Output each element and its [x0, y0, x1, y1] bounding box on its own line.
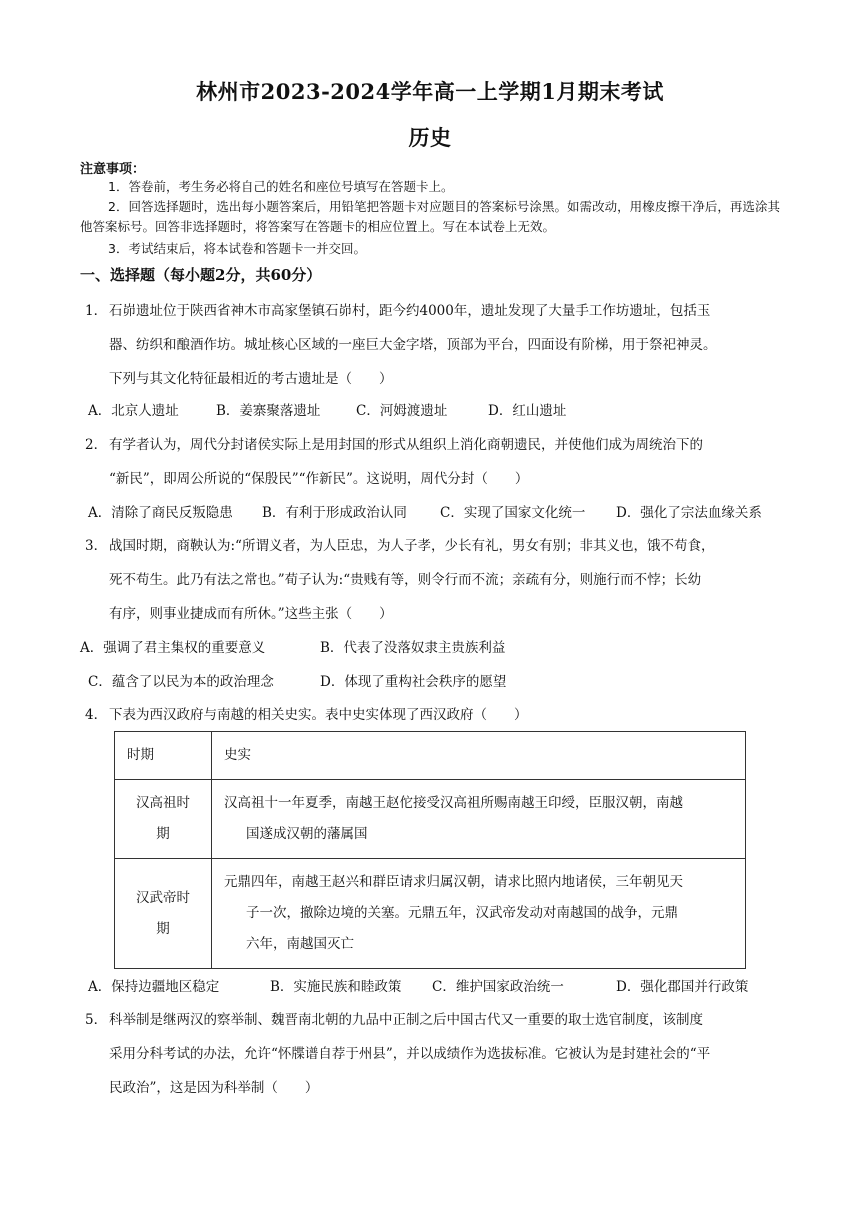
- question-number: 1．: [85, 303, 108, 319]
- question-text: 石峁遗址位于陕西省神木市高家堡镇石峁村，距今约4000年，遗址发现了大量手工作坊遗址，包括玉: [109, 303, 711, 319]
- table-row: [115, 780, 746, 859]
- table-cell-fact: 汉高祖十一年夏季，南越王赵佗接受汉高祖所赐南越王印绶，臣服汉朝，南越 国遂成汉朝的藩属国: [212, 780, 746, 859]
- table-header-row: [115, 732, 746, 780]
- exam-subject: 历史: [408, 125, 452, 150]
- question-number: 5．: [85, 1012, 108, 1028]
- table-header: 史实: [212, 732, 746, 780]
- question-text: “新民”，即周公所说的“保殷民”“作新民”。这说明，周代分封（ ）: [109, 471, 529, 487]
- option-a: A．北京人遗址: [88, 403, 179, 419]
- notice-item: 2．回答选择题时，选出每小题答案后，用铅笔把答题卡对应题目的答案标号涂黑。如需改动，用橡皮擦干净后，再选涂其他答案标号。回答非选择题时，将答案写在答题卡的相应位置上。写在本试卷上无效。: [80, 199, 780, 234]
- table-cell-period: 汉高祖时 期: [115, 780, 212, 859]
- question-text: 有序，则事业捷成而有所休。”这些主张（ ）: [109, 606, 393, 622]
- notice-item: 1．答卷前，考生务必将自己的姓名和座位号填写在答题卡上。: [108, 179, 454, 194]
- option-b: B．有利于形成政治认同: [262, 505, 407, 521]
- exam-title: 林州市2023-2024学年高一上学期1月期末考试: [196, 79, 664, 104]
- history-table: [114, 731, 746, 969]
- option-a: A．强调了君主集权的重要意义: [80, 640, 266, 656]
- notice-item: 3．考试结束后，将本试卷和答题卡一并交回。: [108, 241, 366, 256]
- option-c: C．蕴含了以民为本的政治理念: [88, 674, 274, 690]
- option-c: C．维护国家政治统一: [432, 979, 564, 995]
- question-number: 4．: [85, 707, 108, 723]
- question-text: 科举制是继两汉的察举制、魏晋南北朝的九品中正制之后中国古代又一重要的取士选官制度，该制度: [109, 1012, 703, 1028]
- option-d: D．强化郡国并行政策: [616, 979, 749, 995]
- option-d: D．强化了宗法血缘关系: [616, 505, 762, 521]
- section-title: 一、选择题（每小题2分，共60分）: [80, 266, 322, 284]
- question-4: [85, 698, 780, 732]
- question-3: [85, 529, 780, 631]
- question-text: 器、纺织和酿酒作坊。城址核心区域的一座巨大金字塔，顶部为平台，四面设有阶梯，用于祭祀神灵。: [109, 337, 717, 353]
- table-row: [115, 859, 746, 969]
- option-a: A．保持边疆地区稳定: [88, 979, 220, 995]
- question-text: 战国时期，商鞅认为:“所谓义者，为人臣忠，为人子孝，少长有礼，男女有别；非其义也，饿不苟食，: [109, 538, 715, 554]
- question-5: [85, 1003, 780, 1105]
- option-a: A．清除了商民反叛隐患: [88, 505, 233, 521]
- question-1: [85, 294, 780, 396]
- notice-heading: 注意事项：: [80, 162, 146, 177]
- option-c: C．实现了国家文化统一: [440, 505, 586, 521]
- question-text: 死不苟生。此乃有法之常也。”荀子认为:“贵贱有等，则令行而不流；亲疏有分，则施行而不悖；长幼: [109, 572, 702, 588]
- option-d: D．体现了重构社会秩序的愿望: [320, 674, 507, 690]
- option-c: C．河姆渡遗址: [356, 403, 448, 419]
- question-text: 下列与其文化特征最相近的考古遗址是（ ）: [109, 371, 393, 387]
- question-text: 采用分科考试的办法，允许“怀牒谱自荐于州县”，并以成绩作为选拔标准。它被认为是封建社会的“平: [109, 1046, 711, 1062]
- table-cell-period: 汉武帝时 期: [115, 859, 212, 969]
- table-header: 时期: [115, 732, 212, 780]
- question-text: 有学者认为，周代分封诸侯实际上是用封国的形式从组织上消化商朝遗民，并使他们成为周统治下的: [109, 437, 703, 453]
- question-text: 下表为西汉政府与南越的相关史实。表中史实体现了西汉政府（ ）: [109, 707, 528, 723]
- option-b: B．实施民族和睦政策: [270, 979, 402, 995]
- question-number: 2．: [85, 437, 108, 453]
- question-text: 民政治”，这是因为科举制（ ）: [109, 1080, 319, 1096]
- option-d: D．红山遗址: [488, 403, 567, 419]
- question-2: [85, 428, 780, 496]
- option-b: B．姜寨聚落遗址: [216, 403, 321, 419]
- option-b: B．代表了没落奴隶主贵族利益: [320, 640, 506, 656]
- table-cell-fact: 元鼎四年，南越王赵兴和群臣请求归属汉朝，请求比照内地诸侯，三年朝见天 子一次，撤除边境的关塞。元鼎五年，汉武帝发动对南越国的战争，元鼎 六年，南越国灭亡: [212, 859, 746, 969]
- question-number: 3．: [85, 538, 108, 554]
